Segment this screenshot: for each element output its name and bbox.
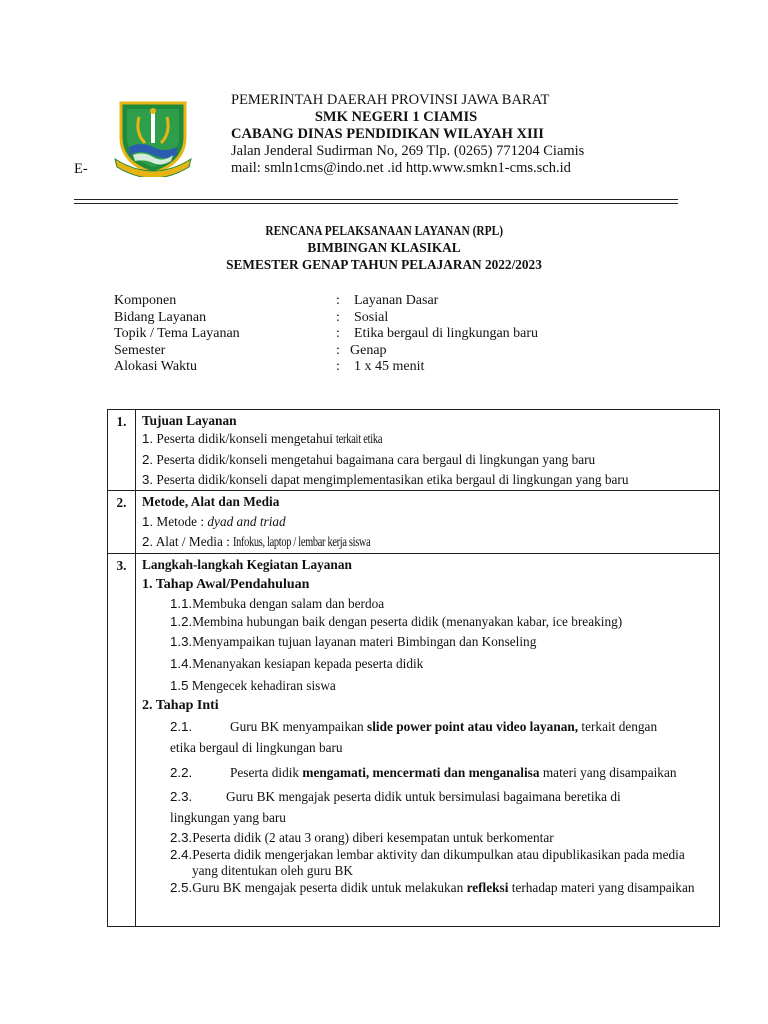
list-item: 1.5 Mengecek kehadiran siswa (170, 678, 336, 693)
section-content (136, 410, 720, 491)
government-name: PEMERINTAH DAERAH PROVINSI JAWA BARAT (231, 92, 550, 108)
header-rule-thick (74, 199, 678, 200)
section-title: Tujuan Layanan (142, 413, 237, 428)
email-prefix: E- (74, 161, 88, 177)
section-content (136, 491, 720, 554)
branch-name: CABANG DINAS PENDIDIKAN WILAYAH XIII (231, 126, 544, 142)
list-item-continuation: etika bergaul di lingkungan baru (170, 740, 343, 755)
school-email: mail: smln1cms@indo.net .id http.www.smkn1-cms.sch.id (231, 160, 571, 176)
west-java-emblem-icon (113, 97, 193, 177)
list-item: 1.3.Menyampaikan tujuan layanan materi Bimbingan dan Konseling (170, 634, 537, 649)
subsection-title: 2. Tahap Inti (142, 698, 219, 713)
section-content (136, 554, 720, 927)
list-item: 1.4.Menanyakan kesiapan kepada peserta didik (170, 656, 424, 671)
section-number: 3. (108, 554, 136, 927)
list-item: 2.3. Guru BK mengajak peserta didik untuk bersimulasi bagaimana beretika di (170, 789, 621, 804)
list-item: 2. Alat / Media : Infokus, laptop / lembar kerja siswa (142, 534, 371, 549)
list-item-continuation: lingkungan yang baru (170, 810, 286, 825)
list-item: 2.4.Peserta didik mengerjakan lembar aktivity dan dikumpulkan atau dipublikasikan pada media (170, 847, 685, 862)
school-address: Jalan Jenderal Sudirman No, 269 Tlp. (0265) 771204 Ciamis (231, 143, 585, 159)
school-name: SMK NEGERI 1 CIAMIS (314, 109, 478, 125)
section-title: Metode, Alat dan Media (142, 494, 280, 509)
title-line-2: BIMBINGAN KLASIKAL (307, 240, 461, 255)
list-item: 2. Peserta didik/konseli mengetahui bagaimana cara bergaul di lingkungan yang baru (142, 452, 596, 467)
subsection-title: 1. Tahap Awal/Pendahuluan (142, 577, 310, 592)
title-line-1: RENCANA PELAKSANAAN LAYANAN (RPL) (265, 223, 503, 238)
list-item: 2.2. Peserta didik mengamati, mencermati dan menganalisa materi yang disampaikan (170, 765, 677, 780)
list-item: 1. Metode : dyad and triad (142, 514, 286, 529)
list-item: 1. Peserta didik/konseli mengetahui terkait etika (142, 431, 383, 446)
list-item: 1.2.Membina hubungan baik dengan peserta didik (menanyakan kabar, ice breaking) (170, 614, 623, 629)
section-number: 2. (108, 491, 136, 554)
section-row (108, 410, 720, 491)
list-item: 3. Peserta didik/konseli dapat mengimplementasikan etika bergaul di lingkungan yang baru (142, 472, 629, 487)
document-title (0, 222, 768, 273)
section-row (108, 554, 720, 927)
section-row (108, 491, 720, 554)
list-item: 2.3.Peserta didik (2 atau 3 orang) diberi kesempatan untuk berkomentar (170, 830, 554, 845)
title-line-3: SEMESTER GENAP TAHUN PELAJARAN 2022/2023 (226, 257, 542, 272)
rpl-table (107, 409, 720, 927)
list-item-continuation: yang ditentukan oleh guru BK (192, 863, 354, 878)
section-title: Langkah-langkah Kegiatan Layanan (142, 557, 352, 572)
list-item: 1.1.Membuka dengan salam dan berdoa (170, 596, 385, 611)
list-item: 2.5.Guru BK mengajak peserta didik untuk melakukan refleksi terhadap materi yang disampaikan (170, 880, 695, 895)
list-item: 2.1. Guru BK menyampaikan slide power point atau video layanan, terkait dengan (170, 719, 658, 734)
letterhead (231, 92, 584, 177)
header-rule-thin (74, 203, 678, 204)
section-number: 1. (108, 410, 136, 491)
